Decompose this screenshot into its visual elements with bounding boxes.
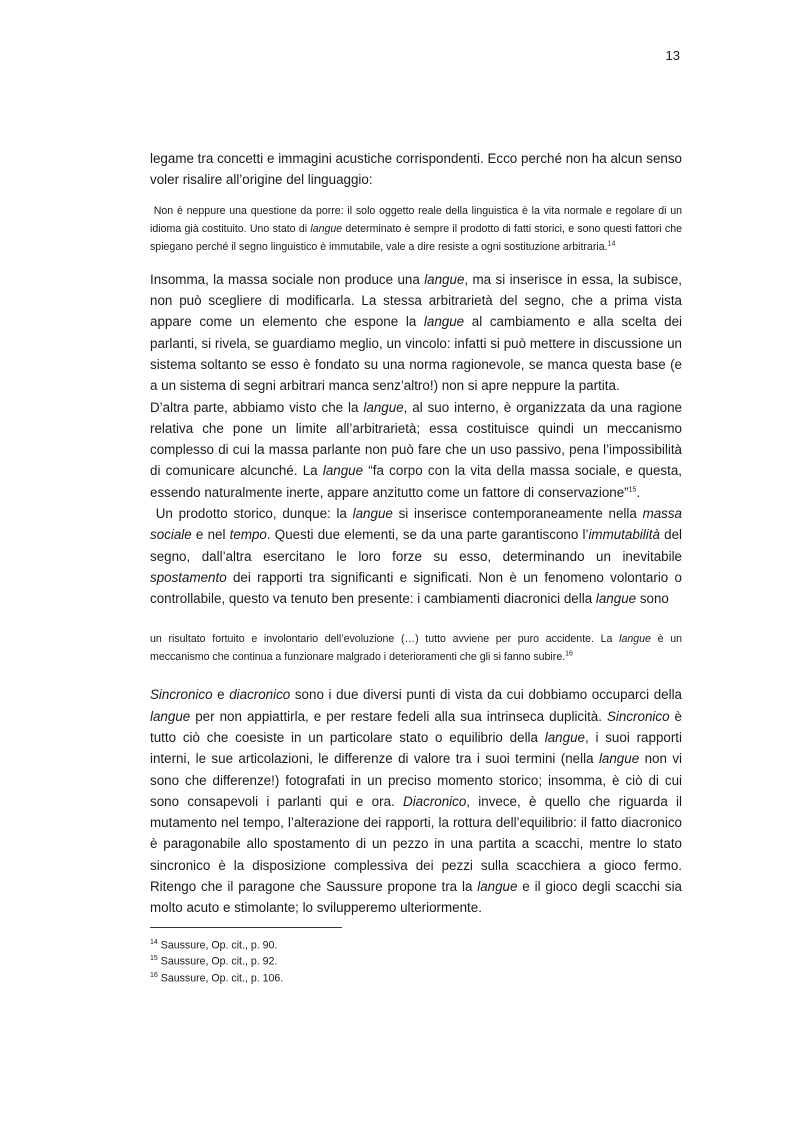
- paragraph-3: D’altra parte, abbiamo visto che la langue, al suo interno, è organizzata da una ragione relativa che pone un limite all’arbitrarietà; essa costituisce quindi un meccanismo complesso di cui la massa parlante non può fare che un uso passivo, pena l’impossibilità di comunicare alcunché. La langue “fa corpo con la vita della massa sociale, e questa, essendo naturalmente inerte, appare anzitutto come un fattore di conservazione”$^{15}$.: [150, 399, 683, 500]
- footnote-ref-15: 15: [628, 486, 637, 494]
- block-quote-2: un risultato fortuito e involontario dell’evoluzione (…) tutto avviene per puro accidente. La langue è un meccanismo che continua a funzionare malgrado i deterioramenti che gli si fanno subire.$^{16}$: [150, 632, 683, 663]
- footnote-ref-16: 16: [565, 650, 573, 658]
- paragraph-2: Insomma, la massa sociale non produce una langue, ma si inserisce in essa, la subisce, non può scegliere di modificarla. La stessa arbitrarietà del segno, che a prima vista appare come un elemento che espone la langue al cambiamento e alla scelta dei parlanti, si rivela, se guardiamo meglio, un vincolo: infatti si può mettere in discussione un sistema soltanto se esso è fondato su una norma ragionevole, se manca questa base (e a un sistema di segni arbitrari manca senz’altro!) non si apre neppure la partita.: [150, 271, 682, 394]
- footnote-separator: [150, 927, 342, 928]
- paragraph-1: legame tra concetti e immagini acustiche corrispondenti. Ecco perché non ha alcun senso voler risalire all’origine del linguaggio:: [150, 151, 682, 188]
- page-content: [150, 148, 682, 985]
- footnote-ref-14: 14: [607, 240, 616, 248]
- block-quote-1: Non è neppure una questione da porre: il solo oggetto reale della linguistica è la vita normale e regolare di un idioma già costituito. Uno stato di langue determinato è sempre il prodotto di fatti storici, e sono questi fattori che spiegano perché il segno linguistico è immutabile, vale a dire resiste a ogni sostituzione arbitraria.$^{14}$: [150, 204, 682, 254]
- page-number: 13: [665, 48, 680, 63]
- footnote-15: $^{15}$ Saussure, Op. cit., p. 92.: [150, 955, 278, 968]
- footnote-14: $^{14}$ Saussure, Op. cit., p. 90.: [150, 938, 278, 952]
- footnote-16: $^{16}$ Saussure, Op. cit., p. 106.: [150, 971, 284, 985]
- footnotes: [150, 936, 682, 986]
- paragraph-5: Sincronico e diacronico sono i due diversi punti di vista da cui dobbiamo occuparci della langue per non appiattirla, e per restare fedeli alla sua intrinseca duplicità. Sincronico è tutto ciò che coesiste in un particolare stato o equilibrio della langue, i suoi rapporti interni, le sue articolazioni, le differenze di valore tra i suoi termini (nella langue non vi sono che differenze!) fotografati in un preciso momento storico; insomma, è ciò di cui sono consapevoli i parlanti qui e ora. Diacronico, invece, è quello che riguarda il mutamento nel tempo, l’alterazione dei rapporti, la rottura dell’equilibrio: il fatto diacronico è paragonabile allo spostamento di un pezzo in una partita a scacchi, mentre lo stato sincronico è la disposizione complessiva dei pezzi sulla scacchiera a gioco fermo. Ritengo che il paragone che Saussure propone tra la langue e il gioco degli scacchi sia molto acuto e stimolante; lo svilupperemo ulteriormente.: [150, 687, 682, 916]
- paragraph-4: Un prodotto storico, dunque: la langue si inserisce contemporaneamente nella massa sociale e nel tempo. Questi due elementi, se da una parte garantiscono l’immutabilità del segno, dall’altra esercitano le loro forze su esso, determinando un inevitabile spostamento dei rapporti tra significanti e significati. Non è un fenomeno volontario o controllabile, questo va tenuto ben presente: i cambiamenti diacronici della langue sono: [150, 506, 683, 607]
